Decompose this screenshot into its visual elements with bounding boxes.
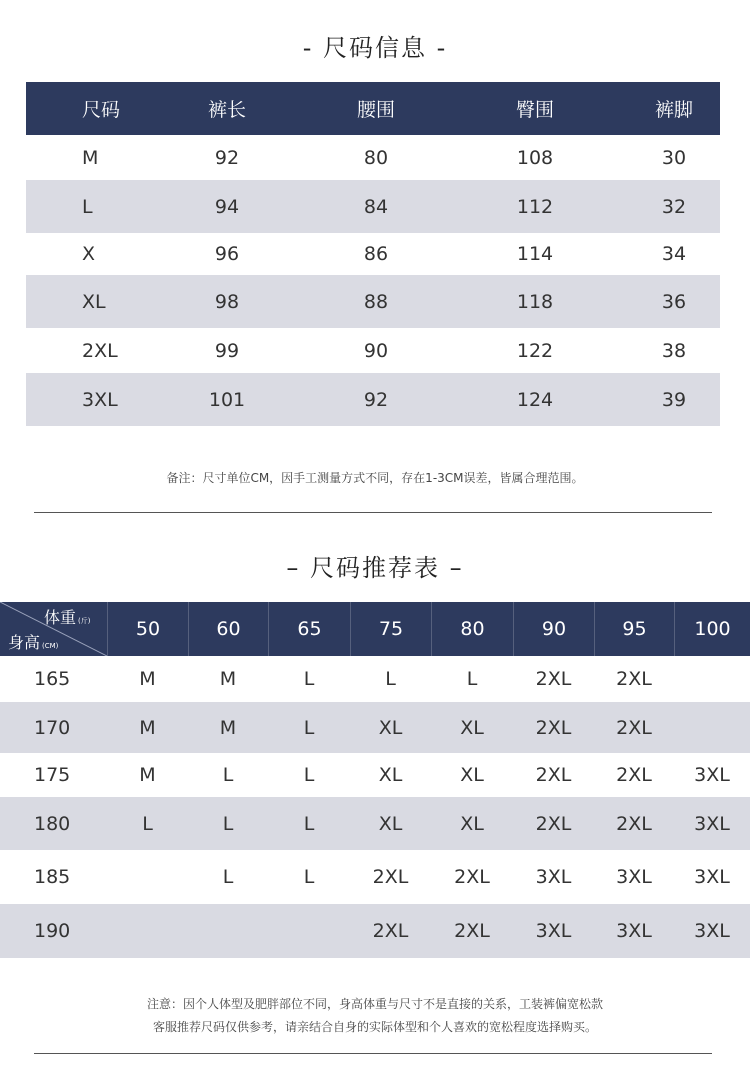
table-row	[0, 850, 750, 904]
table-row	[26, 373, 720, 426]
table-row	[26, 328, 720, 373]
height-cell: 175	[34, 764, 71, 786]
header-length: 裤长	[207, 99, 246, 121]
table-row	[0, 797, 750, 850]
size-cell: 2XL	[616, 764, 652, 786]
table-row	[0, 904, 750, 958]
size-cell: M	[219, 668, 237, 690]
weight-header: 90	[513, 602, 594, 656]
size-cell: M	[139, 668, 156, 690]
size-cell: XL	[460, 764, 484, 786]
size-cell: 3XL	[535, 920, 572, 942]
size-cell: L	[303, 812, 315, 835]
table-row	[26, 180, 720, 233]
weight-label: 体重	[44, 608, 77, 627]
size-cell: 3XL	[694, 866, 730, 888]
table-cell: 101	[208, 388, 246, 411]
table-cell: 86	[363, 243, 389, 265]
table-cell: 36	[661, 290, 687, 313]
size-cell: L	[303, 716, 315, 739]
recommend-note	[0, 993, 750, 1039]
table-cell: 112	[516, 195, 554, 218]
table-cell: 34	[661, 243, 687, 265]
height-cell: 190	[34, 920, 71, 942]
table-cell: M	[82, 146, 99, 169]
weight-header: 65	[268, 602, 350, 656]
size-cell: XL	[378, 764, 403, 786]
size-cell: XL	[378, 812, 403, 835]
table-row	[26, 233, 720, 275]
divider	[34, 1053, 712, 1054]
size-cell: L	[466, 668, 478, 690]
table-row	[26, 135, 720, 180]
table-cell: 96	[214, 243, 240, 265]
table-cell: 90	[363, 339, 389, 362]
recommend-title: – 尺码推荐表 –	[286, 554, 464, 582]
corner-weight-label	[44, 605, 90, 628]
table-cell: 99	[214, 339, 240, 362]
size-cell: 2XL	[535, 764, 572, 786]
size-cell: 3XL	[535, 866, 572, 888]
size-info-header-row	[26, 82, 720, 135]
table-cell: 32	[661, 195, 687, 218]
size-cell: L	[222, 764, 234, 786]
size-cell: 2XL	[616, 812, 652, 835]
corner-cell	[0, 602, 107, 656]
size-cell: 2XL	[535, 812, 572, 835]
header-hip: 臀围	[515, 99, 554, 121]
corner-height-label	[8, 630, 58, 653]
table-cell: 2XL	[82, 339, 118, 362]
divider	[34, 512, 712, 513]
size-cell: L	[303, 866, 315, 888]
height-cell: 180	[34, 812, 71, 835]
header-waist: 腰围	[356, 99, 395, 121]
table-cell: 108	[516, 146, 554, 169]
table-cell: 38	[661, 339, 687, 362]
size-cell: 3XL	[694, 812, 730, 835]
table-cell: L	[82, 195, 93, 218]
table-cell: 39	[661, 388, 687, 411]
size-cell: M	[139, 716, 156, 739]
weight-header: 50	[107, 602, 188, 656]
table-row	[0, 753, 750, 797]
size-cell: 3XL	[694, 920, 730, 942]
size-cell: 2XL	[535, 668, 572, 690]
table-cell: X	[82, 243, 96, 265]
weight-header: 60	[188, 602, 268, 656]
size-cell: 2XL	[616, 668, 652, 690]
size-cell: L	[142, 812, 153, 835]
table-row	[0, 656, 750, 702]
table-row	[0, 702, 750, 753]
header-leg-opening: 裤脚	[654, 99, 693, 121]
table-cell: 88	[363, 290, 389, 313]
recommend-note-line-1: 注意：因个人体型及肥胖部位不同，身高体重与尺寸不是直接的关系，工装裤偏宽松款	[146, 997, 603, 1011]
table-cell: 92	[363, 388, 389, 411]
size-info-note: 备注：尺寸单位CM，因手工测量方式不同，存在1-3CM误差，皆属合理范围。	[166, 471, 584, 485]
height-cell: 165	[34, 668, 71, 690]
size-cell: M	[219, 716, 237, 739]
weight-header: 75	[350, 602, 431, 656]
size-cell: L	[303, 668, 315, 690]
size-cell: XL	[378, 716, 403, 739]
table-row	[26, 275, 720, 328]
size-cell: 2XL	[454, 920, 490, 942]
header-size: 尺码	[82, 99, 121, 121]
table-cell: 118	[516, 290, 554, 313]
weight-header: 95	[594, 602, 674, 656]
size-cell: 3XL	[616, 920, 652, 942]
table-cell: 124	[516, 388, 554, 411]
table-cell: 84	[363, 195, 389, 218]
table-cell: 98	[214, 290, 240, 313]
recommend-header-row	[0, 602, 750, 656]
weight-header: 80	[431, 602, 513, 656]
table-cell: 122	[516, 339, 554, 362]
size-cell: L	[222, 812, 234, 835]
height-cell: 185	[34, 866, 71, 888]
table-cell: 80	[363, 146, 389, 169]
size-info-table	[26, 82, 720, 426]
table-cell: 92	[214, 146, 240, 169]
size-cell: L	[303, 764, 315, 786]
table-cell: 30	[661, 146, 687, 169]
size-cell: XL	[460, 812, 484, 835]
height-unit: (CM)	[42, 642, 59, 650]
size-cell: 3XL	[616, 866, 652, 888]
height-cell: 170	[34, 716, 71, 739]
size-cell: 2XL	[535, 716, 572, 739]
table-cell: 3XL	[82, 388, 118, 411]
table-cell: 94	[214, 195, 240, 218]
size-cell: M	[139, 764, 156, 786]
size-recommend-table	[0, 602, 750, 958]
size-cell: L	[385, 668, 396, 690]
height-label: 身高	[8, 633, 41, 652]
recommend-note-line-2: 客服推荐尺码仅供参考，请亲结合自身的实际体型和个人喜欢的宽松程度选择购买。	[152, 1020, 597, 1034]
weight-unit: (斤)	[78, 617, 91, 625]
size-cell: L	[222, 866, 234, 888]
size-info-title: - 尺码信息 -	[302, 34, 448, 62]
size-cell: XL	[460, 716, 484, 739]
size-cell: 2XL	[372, 920, 409, 942]
size-cell: 2XL	[616, 716, 652, 739]
table-cell: XL	[82, 290, 106, 313]
table-cell: 114	[516, 243, 554, 265]
weight-header: 100	[674, 602, 750, 656]
size-cell: 2XL	[372, 866, 409, 888]
size-cell: 3XL	[694, 764, 730, 786]
size-cell: 2XL	[454, 866, 490, 888]
